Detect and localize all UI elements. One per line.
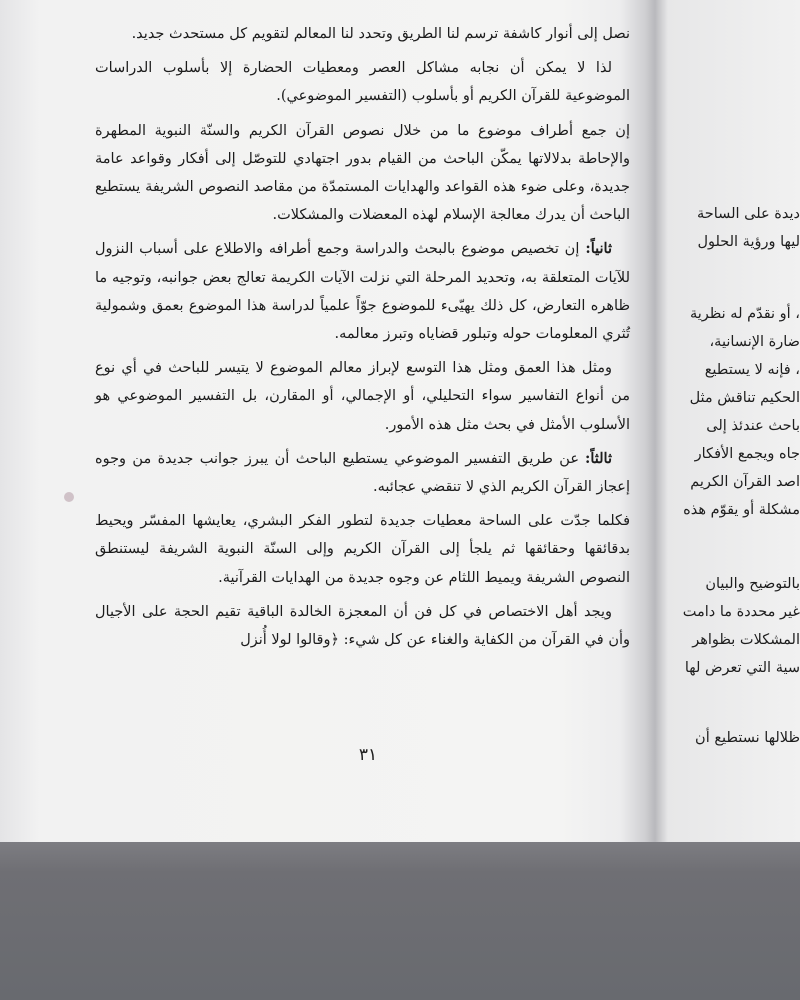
right-page-line: بالتوضيح والبيان [705, 576, 800, 592]
right-page-line: باحث عندئذ إلى [706, 418, 800, 434]
right-page-line: ظلالها نستطيع أن [695, 730, 800, 746]
numbered-point-label: ثانياً: [585, 240, 612, 258]
right-page-line: ، فإنه لا يستطيع [704, 362, 800, 378]
right-page-line: الحكيم تناقش مثل [689, 390, 800, 406]
numbered-point-label: ثالثاً: [584, 449, 612, 467]
paragraph: ثالثاً:عن طريق التفسير الموضوعي يستطيع الباحث أن يبرز جوانب جديدة من وجوه إعجاز القرآن الكريم الذي لا تنقضي عجائبه. [95, 449, 630, 496]
right-page-edge [668, 0, 800, 842]
right-page-line: ، أو نقدّم له نظرية [689, 306, 800, 322]
ink-spot [64, 492, 74, 502]
scanner-background [0, 842, 800, 1000]
right-page-line: ليها ورؤية الحلول [697, 234, 800, 250]
right-page-line: المشكلات بظواهر [692, 632, 800, 648]
paragraph: ثانياً:إن تخصيص موضوع بالبحث والدراسة وجمع أطرافه والاطلاع على أسباب النزول للآيات المتعلقة به، وتحديد المرحلة التي نزلت الآيات الكريمة تعالج بعض جوانبه، وتوجيه ما ظاهره التعارض، كل ذلك يهيّىء للموضوع جوّاً علمياً لدراسة هذا الموضوع بعمق وشمولية تُثري المعلومات حوله وتبلور قضاياه وتبرز معالمه. [95, 240, 630, 343]
right-page-line: ديدة على الساحة [697, 206, 800, 222]
right-page-line: ضارة الإنسانية، [709, 334, 800, 350]
right-page-line: سية التي تعرض لها [684, 660, 800, 676]
paragraph: ويجد أهل الاختصاص في كل فن أن المعجزة الخالدة الباقية تقيم الحجة على الأجيال وأن في القرآن من الكفاية والغناء عن كل شيء: ﴿وقالوا لولا أُنزل [95, 603, 630, 649]
page-number: ٣١ [358, 745, 378, 765]
paragraph: ومثل هذا العمق ومثل هذا التوسع لإبراز معالم الموضوع لا يتيسر للباحث في أي نوع من أنواع التفاسير سواء التحليلي، أو الإجمالي، أو المقارن، بل التفسير الموضوعي هو الأسلوب الأمثل في بحث مثل هذه الأمور. [95, 360, 630, 433]
right-page-line: غير محددة ما دامت [682, 604, 800, 620]
right-page-line: جاه ويجمع الأفكار [694, 446, 800, 462]
paragraph: نصل إلى أنوار كاشفة ترسم لنا الطريق وتحدد لنا المعالم لتقويم كل مستحدث جديد. [131, 26, 630, 42]
paragraph: فكلما جدّت على الساحة معطيات جديدة لتطور الفكر البشري، يعايشها المفسّر ويحيط بدقائقها وحقائقها ثم يلجأ إلى القرآن الكريم وإلى السنّة النبوية الشريفة ليستنطق النصوص الشريفة ويميط اللثام عن وجوه جديدة من الهدايات القرآنية. [95, 513, 630, 586]
paragraph: إن جمع أطراف موضوع ما من خلال نصوص القرآن الكريم والسنّة النبوية المطهرة والإحاطة بدلالاتها يمكّن الباحث من القيام بدور اجتهادي للتوصّل إلى أفكار وقواعد عامة جديدة، وعلى ضوء هذه القواعد والهدايات المستمدّة من مقاصد النصوص الشريفة يستطيع الباحث أن يدرك معالجة الإسلام لهذه المعضلات والمشكلات. [95, 122, 630, 224]
paragraph: لذا لا يمكن أن نجابه مشاكل العصر ومعطيات الحضارة إلا بأسلوب الدراسات الموضوعية للقرآن الكريم أو بأسلوب (التفسير الموضوعي). [95, 60, 630, 105]
left-page-body [95, 20, 630, 660]
right-page-line: مشكلة أو يقوّم هذه [683, 502, 800, 518]
right-page-line: اصد القرآن الكريم [690, 474, 800, 490]
